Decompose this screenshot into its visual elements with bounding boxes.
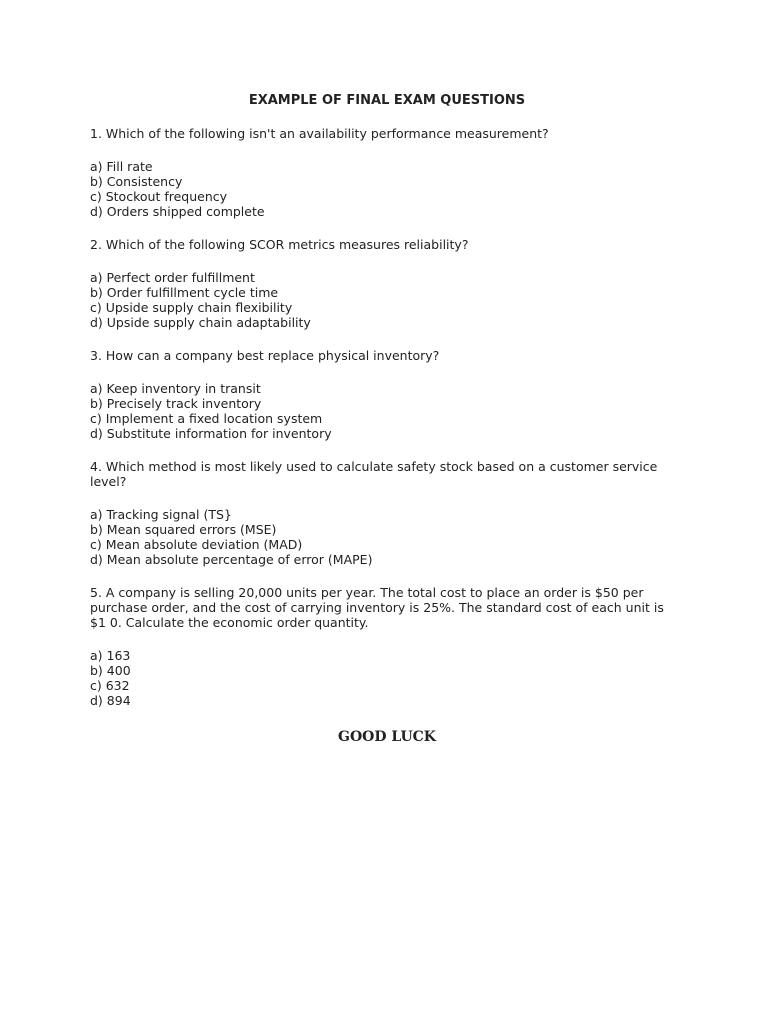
question-2 <box>90 237 680 330</box>
exam-document <box>90 93 680 745</box>
answer-option: d) Mean absolute percentage of error (MAPE) <box>90 552 373 567</box>
question-prompt: 4. Which method is most likely used to calculate safety stock based on a customer service level? <box>90 459 658 489</box>
document-title: EXAMPLE OF FINAL EXAM QUESTIONS <box>248 93 526 108</box>
question-prompt: 5. A company is selling 20,000 units per year. The total cost to place an order is $50 per purchase order, and the cost of carrying inventory is 25%. The standard cost of each unit is $1 0. Calculate the economic order quantity. <box>90 585 664 630</box>
answer-option: c) Stockout frequency <box>90 189 228 204</box>
closing-text: GOOD LUCK <box>338 729 436 745</box>
question-prompt: 3. How can a company best replace physical inventory? <box>90 348 440 363</box>
answer-option: b) Order fulfillment cycle time <box>90 285 279 300</box>
answer-option: b) Precisely track inventory <box>90 396 262 411</box>
question-4 <box>90 459 680 567</box>
question-3 <box>90 348 680 441</box>
answer-options <box>90 507 680 567</box>
answer-options <box>90 159 680 219</box>
answer-option: d) Orders shipped complete <box>90 204 265 219</box>
answer-option: c) Implement a fixed location system <box>90 411 323 426</box>
answer-options <box>90 648 680 708</box>
answer-option: a) 163 <box>90 648 131 663</box>
answer-options <box>90 270 680 330</box>
answer-option: c) 632 <box>90 678 130 693</box>
answer-option: a) Tracking signal (TS} <box>90 507 232 522</box>
answer-option: b) 400 <box>90 663 131 678</box>
answer-option: a) Keep inventory in transit <box>90 381 261 396</box>
question-5 <box>90 585 680 708</box>
answer-option: c) Mean absolute deviation (MAD) <box>90 537 303 552</box>
question-prompt: 2. Which of the following SCOR metrics measures reliability? <box>90 237 469 252</box>
answer-option: a) Perfect order fulfillment <box>90 270 255 285</box>
answer-option: d) 894 <box>90 693 131 708</box>
answer-option: d) Upside supply chain adaptability <box>90 315 311 330</box>
answer-option: c) Upside supply chain flexibility <box>90 300 293 315</box>
answer-option: a) Fill rate <box>90 159 153 174</box>
answer-options <box>90 381 680 441</box>
answer-option: b) Mean squared errors (MSE) <box>90 522 277 537</box>
question-prompt: 1. Which of the following isn't an availability performance measurement? <box>90 126 549 141</box>
question-1 <box>90 126 680 219</box>
answer-option: b) Consistency <box>90 174 183 189</box>
answer-option: d) Substitute information for inventory <box>90 426 332 441</box>
